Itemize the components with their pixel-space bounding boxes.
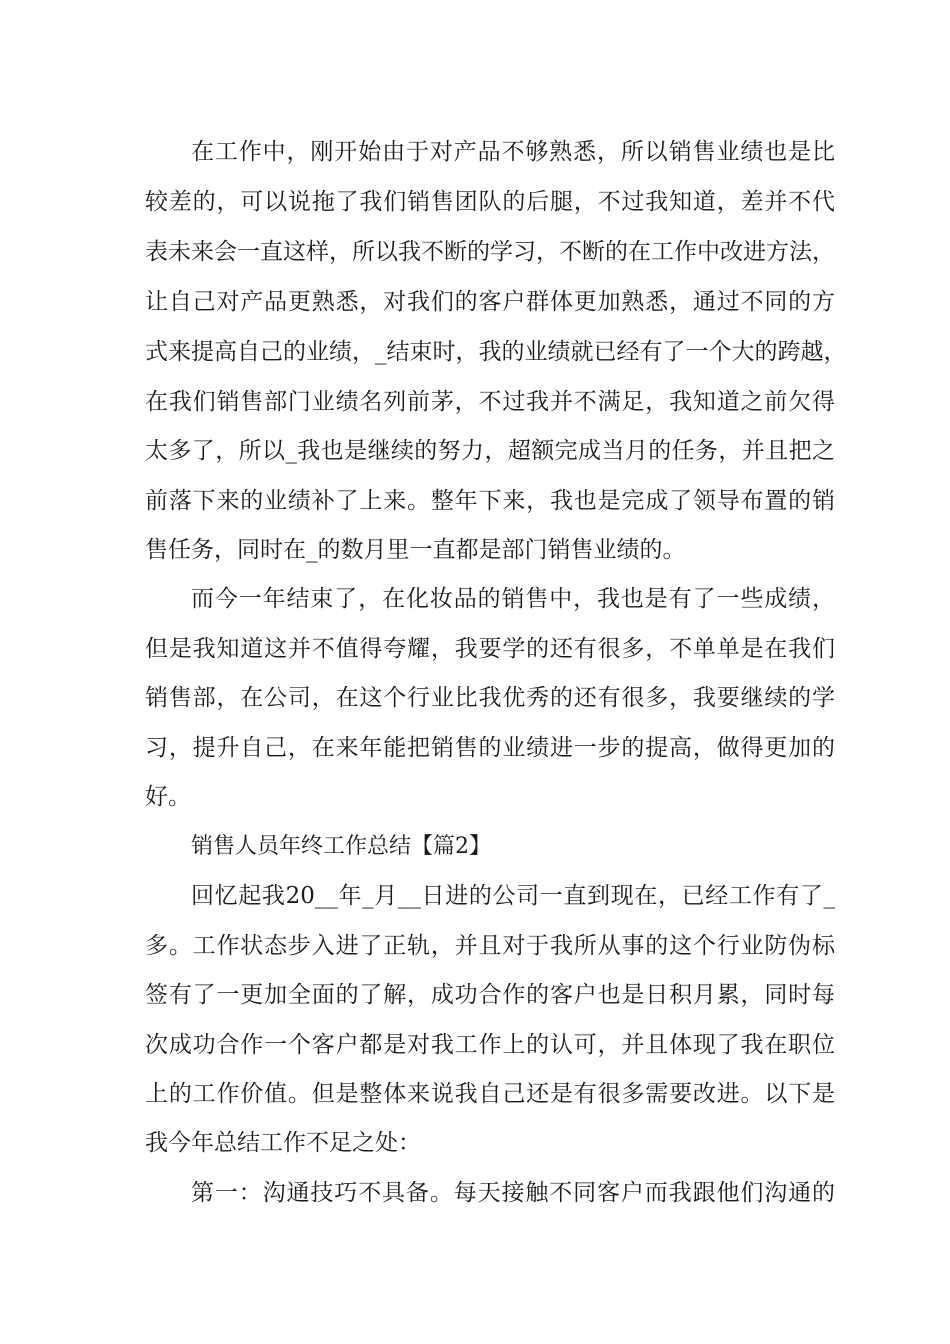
paragraph-line: 销售部，在公司，在这个行业比我优秀的还有很多，我要继续的学 [145, 685, 835, 711]
paragraph-line: 我今年总结工作不足之处： [145, 1130, 421, 1156]
paragraph-line: 让自己对产品更熟悉，对我们的客户群体更加熟悉，通过不同的方 [145, 289, 835, 315]
paragraph-line: 在我们销售部门业绩名列前茅，不过我并不满足，我知道之前欠得 [145, 389, 835, 415]
paragraph-line: 回忆起我20__年_月__日进的公司一直到现在，已经工作有了_ [191, 883, 835, 909]
paragraph-line: 签有了一更加全面的了解，成功合作的客户也是日积月累，同时每 [145, 982, 835, 1008]
section-heading: 销售人员年终工作总结【篇2】 [191, 834, 491, 859]
paragraph-line: 而今一年结束了，在化妆品的销售中，我也是有了一些成绩， [191, 586, 835, 612]
paragraph-line: 表未来会一直这样，所以我不断的学习，不断的在工作中改进方法， [145, 239, 835, 265]
paragraph-line: 太多了，所以_我也是继续的努力，超额完成当月的任务，并且把之 [145, 438, 835, 464]
paragraph-line: 多。工作状态步入进了正轨，并且对于我所从事的这个行业防伪标 [145, 933, 835, 959]
paragraph-line: 较差的，可以说拖了我们销售团队的后腿，不过我知道，差并不代 [145, 189, 835, 215]
paragraph-line: 好。 [145, 784, 191, 810]
paragraph-line: 前落下来的业绩补了上来。整年下来，我也是完成了领导布置的销 [145, 488, 835, 514]
paragraph-line: 但是我知道这并不值得夸耀，我要学的还有很多，不单单是在我们 [145, 636, 835, 662]
paragraph-line: 上的工作价值。但是整体来说我自己还是有很多需要改进。以下是 [145, 1081, 835, 1107]
paragraph-line: 第一：沟通技巧不具备。每天接触不同客户而我跟他们沟通的 [191, 1180, 835, 1206]
paragraph-line: 在工作中，刚开始由于对产品不够熟悉，所以销售业绩也是比 [191, 139, 835, 165]
paragraph-line: 售任务，同时在_的数月里一直都是部门销售业绩的。 [145, 537, 686, 563]
paragraph-line: 式来提高自己的业绩，_结束时，我的业绩就已经有了一个大的跨越， [145, 339, 847, 365]
paragraph-line: 次成功合作一个客户都是对我工作上的认可，并且体现了我在职位 [145, 1032, 835, 1058]
paragraph-line: 习，提升自己，在来年能把销售的业绩进一步的提高，做得更加的 [145, 735, 835, 761]
